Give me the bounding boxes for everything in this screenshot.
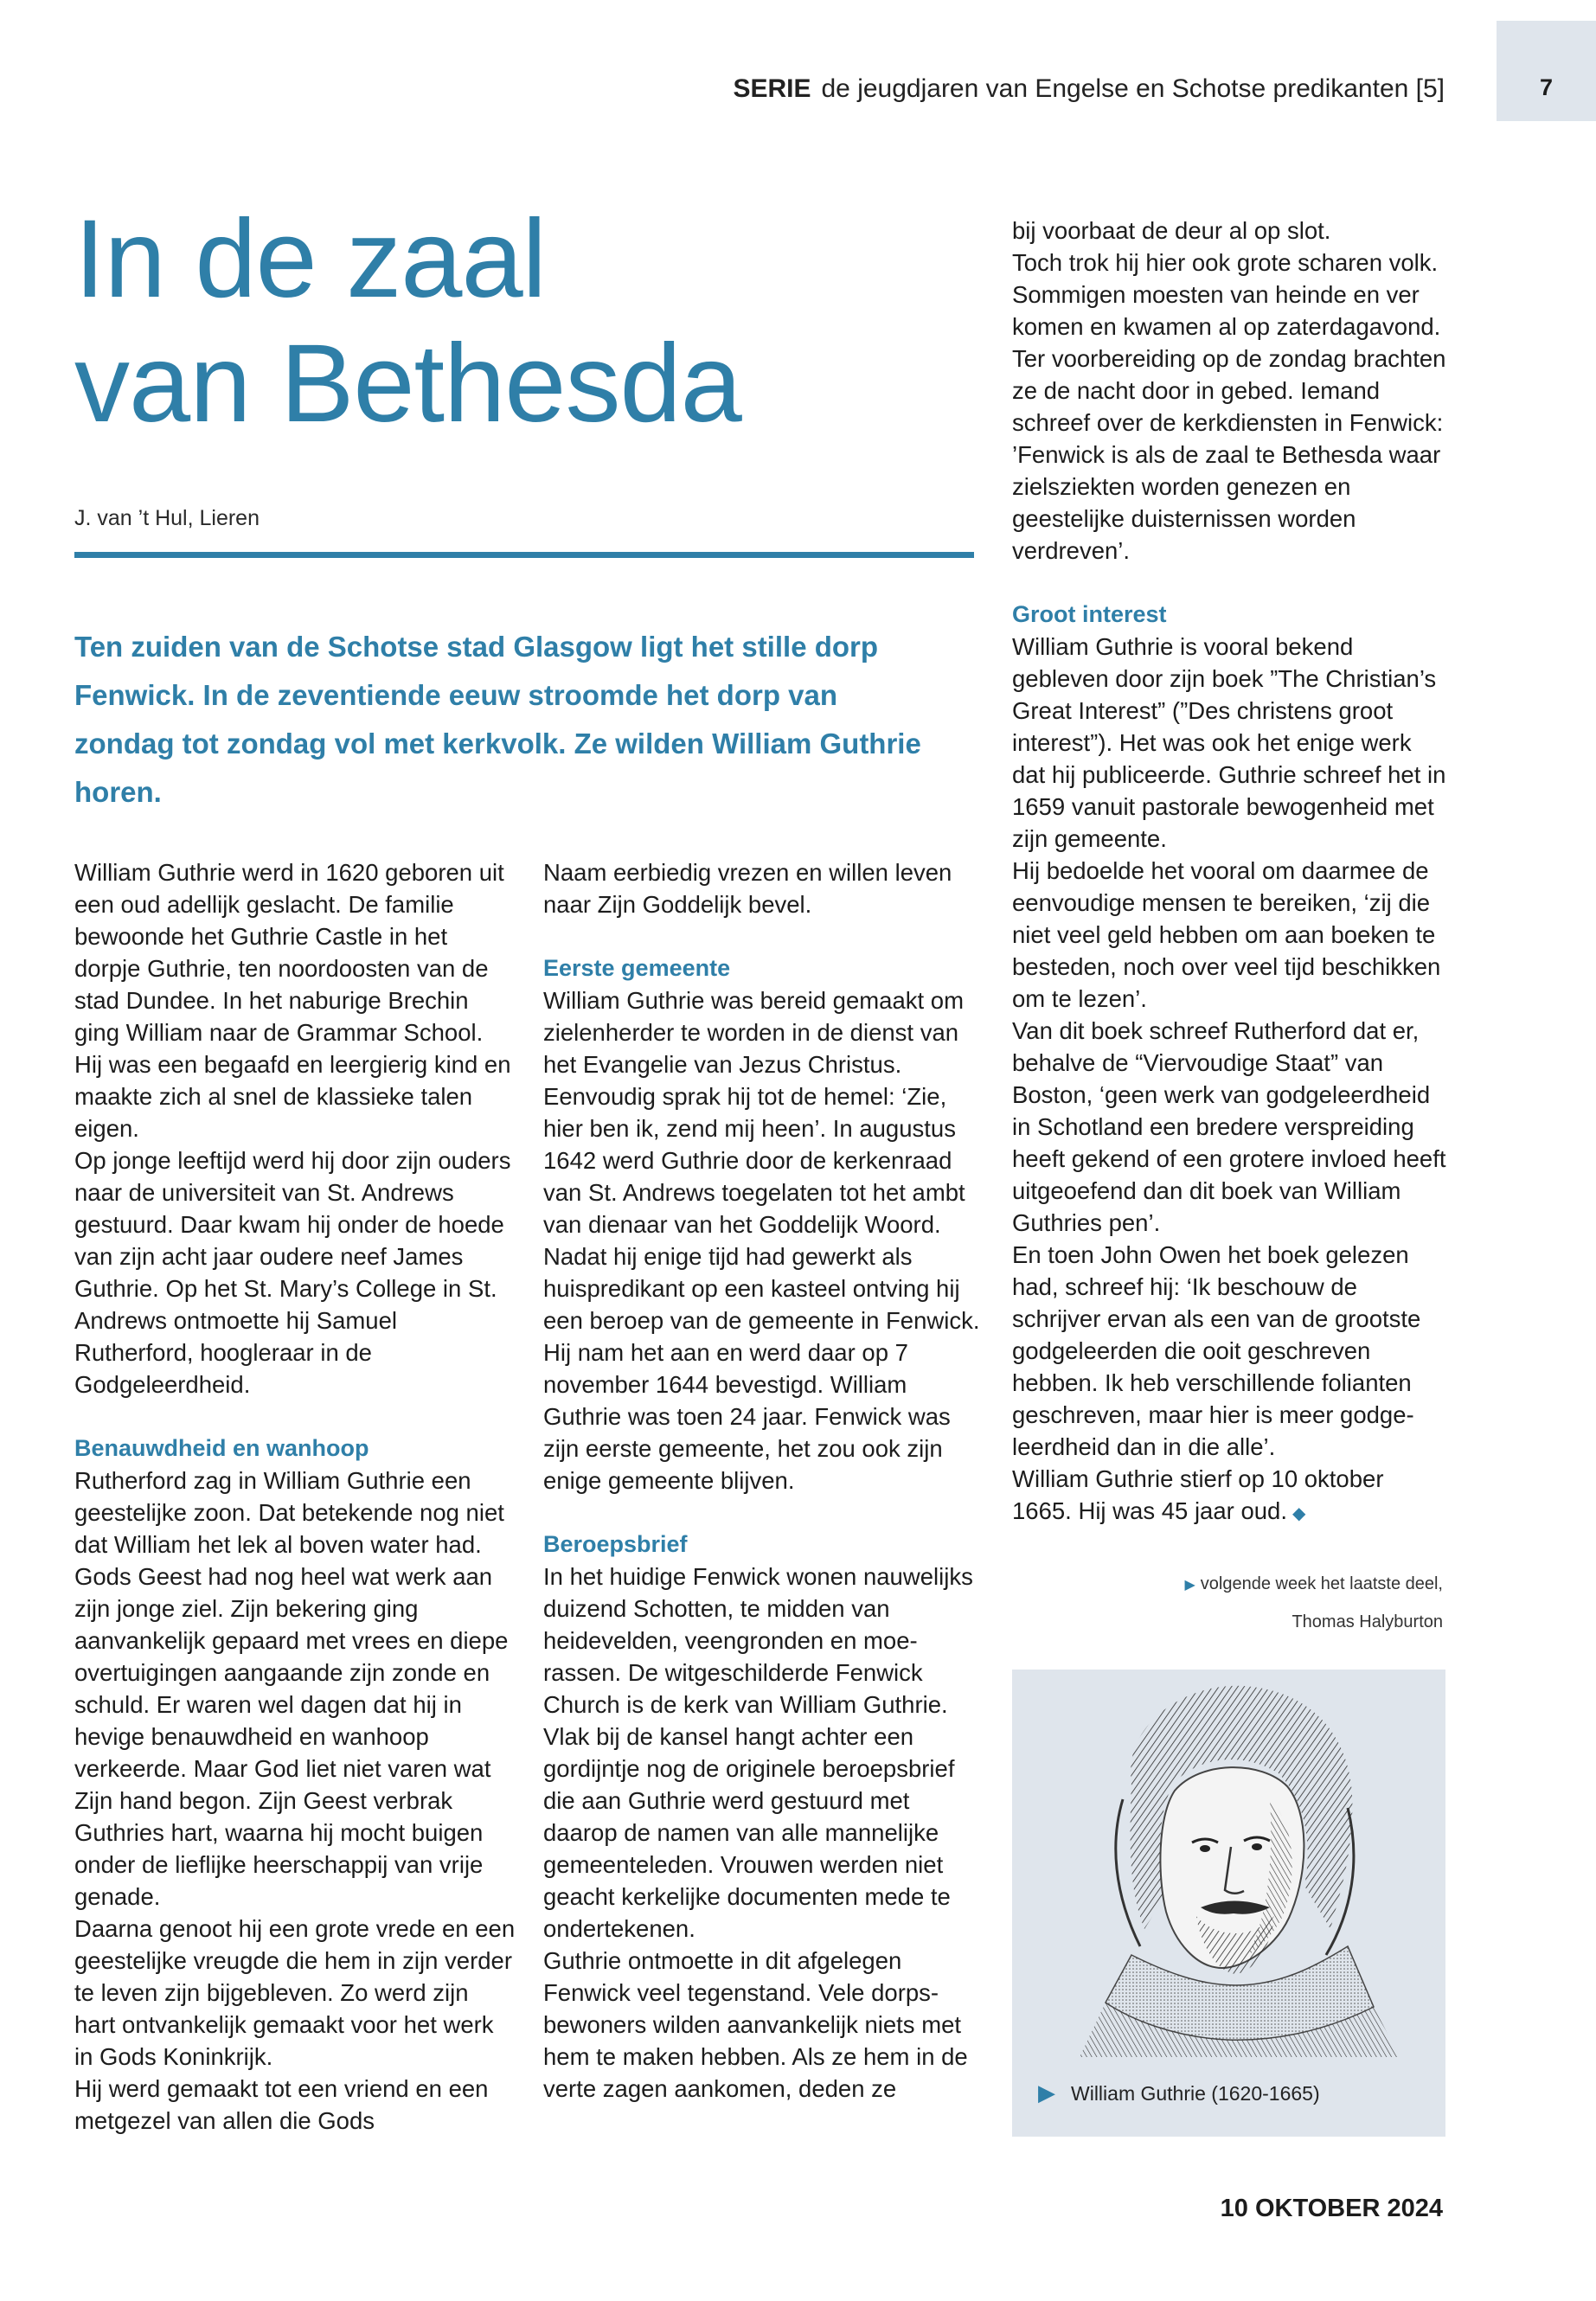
series-title: de jeugdjaren van Engelse en Schotse predikanten [5]: [821, 74, 1445, 103]
photo-box: [1012, 1670, 1445, 2137]
next-note-line-2: Thomas Halyburton: [1292, 1612, 1443, 1631]
paragraph: Daarna genoot hij een grote vrede en een geestelijke vreugde die hem in zijn verder te leven zijn bijgebleven. Zo werd zijn hart ontvankelijk gemaakt voor het werk in Gods Koninkrijk.: [74, 1915, 516, 2070]
subheading: Eerste gemeente: [543, 955, 731, 981]
paragraph: William Guthrie is vooral bekend gebleven door zijn boek ”The Christian’s Great Interest” (”Des christens groot interest”). Het was ook het enige werk dat hij publiceerde. Guthrie schreef het in 1659 vanuit pastorale bewogenheid met zijn gemeente.: [1012, 633, 1446, 852]
caption-arrow-icon: ▶: [1038, 2080, 1055, 2106]
paragraph: En toen John Owen het boek gelezen had, schreef hij: ‘Ik beschouw de schrijver ervan als een van de grootste godgeleerden die ooit geschreven hebben. Ik heb verschillende folianten geschreven, maar hier is meer godgeleerdheid dan in die alle’.: [1012, 1241, 1421, 1460]
title-line-2: van Bethesda: [74, 322, 741, 445]
paragraph: Hij werd gemaakt tot een vriend en een metgezel van allen die Gods: [74, 2075, 489, 2134]
portrait-image: [1028, 1670, 1430, 2057]
next-episode-note: [1184, 1566, 1443, 1640]
subheading: Groot interest: [1012, 601, 1167, 627]
paragraph: Op jonge leeftijd werd hij door zijn ouders naar de universiteit van St. Andrews gestuurd. Daar kwam hij onder de hoede van zijn acht jaar oudere neef James Guthrie. Op het St. Mary’s College in St. Andrews ontmoette hij Samuel Rutherford, hoogleraar in de Godgeleerdheid.: [74, 1147, 511, 1398]
end-mark-icon: ◆: [1292, 1504, 1306, 1523]
paragraph-text: William Guthrie stierf op 10 oktober 1665. Hij was 45 jaar oud.: [1012, 1465, 1384, 1524]
photo-caption: [1038, 2080, 1320, 2106]
paragraph: Rutherford zag in William Guthrie een geestelijke zoon. Dat betekende nog niet dat William het lek al boven water had. Gods Geest had nog heel wat werk aan zijn jonge ziel. Zijn bekering ging aanvankelijk gepaard met vrees en diepe overtuigingen aangaande zijn zonde en schuld. Er waren wel dagen dat hij in hevige benauwdheid en wanhoop verkeerde. Maar God liet niet varen wat Zijn hand begon. Zijn Geest verbrak Guthries hart, waarna hij mocht buigen onder de lieflijke heerschappij van vrije genade.: [74, 1467, 509, 1910]
paragraph: Guthrie ontmoette in dit afgelegen Fenwick veel tegenstand. Vele dorpsbewoners wilden aanvankelijk niets met hem te maken hebben. Als ze hem in de verte zagen aankomen, deden ze: [543, 1947, 968, 2102]
series-label: SERIE: [733, 74, 811, 103]
paragraph: Naam eerbiedig vrezen en willen leven naar Zijn Goddelijk bevel.: [543, 859, 952, 918]
series-header: [733, 74, 1445, 104]
column-1: [74, 856, 516, 2137]
subheading: Benauwdheid en wanhoop: [74, 1435, 369, 1461]
page-number-tab: [1497, 21, 1596, 121]
paragraph: Toch trok hij hier ook grote scharen volk. Sommigen moesten van heinde en ver komen en kwamen al op zaterdagavond. Ter voorbereiding op de zondag brachten ze de nacht door in gebed. Iemand schreef over de kerkdiensten in Fenwick: ’Fenwick is als de zaal te Bethesda waar zielsziekten worden genezen en geestelijke duisternissen worden verdreven’.: [1012, 249, 1446, 564]
next-note-line-1: volgende week het laatste deel,: [1200, 1574, 1443, 1593]
intro-lead: Ten zuiden van de Schotse stad Glasgow ligt het stille dorp Fenwick. In de zeventiende eeuw stroomde het dorp van zondag tot zondag vol met kerkvolk. Ze wilden William Guthrie horen.: [74, 631, 921, 808]
paragraph: William Guthrie werd in 1620 geboren uit een oud adellijk geslacht. De familie bewoonde het Guthrie Castle in het dorpje Guthrie, ten noordoosten van de stad Dundee. In het naburige Brechin ging William naar de Grammar School. Hij was een begaafd en leergierig kind en maakte zich al snel de klassieke talen eigen.: [74, 859, 511, 1142]
column-3: [1012, 215, 1449, 1530]
caption-text: William Guthrie (1620-1665): [1071, 2082, 1320, 2105]
paragraph: Van dit boek schreef Rutherford dat er, behalve de “Viervoudige Staat” van Boston, ‘geen werk van godgeleerdheid in Schotland een bredere verspreiding heeft gekend of een grotere invloed heeft uitgeoefend dan dit boek van William Guthries pen’.: [1012, 1017, 1446, 1236]
title-rule: [74, 552, 974, 558]
paragraph: bij voorbaat de deur al op slot.: [1012, 217, 1331, 244]
paragraph: William Guthrie was bereid gemaakt om zielenherder te worden in de dienst van het Evangelie van Jezus Christus. Eenvoudig sprak hij tot de hemel: ‘Zie, hier ben ik, zend mij heen’. In augustus 1642 werd Guthrie door de kerkenraad van St. Andrews toegelaten tot het ambt van dienaar van het Goddelijk Woord. Nadat hij enige tijd had gewerkt als huispredikant op een kasteel ontving hij een beroep van de gemeente in Fenwick. Hij nam het aan en werd daar op 7 november 1644 bevestigd. William Guthrie was toen 24 jaar. Fenwick was zijn eerste gemeente, het zou ook zijn enige gemeente blijven.: [543, 987, 980, 1494]
subheading: Beroepsbrief: [543, 1531, 688, 1557]
article-title: [74, 197, 741, 446]
arrow-right-icon: ▶: [1184, 1578, 1195, 1593]
column-2: [543, 856, 984, 2105]
paragraph-final: [1012, 1463, 1449, 1530]
page-number: 7: [1539, 74, 1554, 100]
byline: J. van ’t Hul, Lieren: [74, 506, 260, 530]
paragraph: In het huidige Fenwick wonen nauwelijks duizend Schotten, te midden van heidevelden, veengronden en moerassen. De witgeschilderde Fenwick Church is de kerk van William Guthrie. Vlak bij de kansel hangt achter een gordijntje nog de originele beroepsbrief die aan Guthrie werd gestuurd met daarop de namen van alle mannelijke gemeenteleden. Vrouwen werden niet geacht kerkelijke documenten mede te ondertekenen.: [543, 1563, 973, 1942]
title-line-1: In de zaal: [74, 197, 547, 321]
paragraph: Hij bedoelde het vooral om daarmee de eenvoudige mensen te bereiken, ‘zij die niet veel geld hebben om aan boeken te besteden, noch over veel tijd beschikken om te lezen’.: [1012, 857, 1441, 1012]
issue-date: 10 OKTOBER 2024: [1220, 2195, 1443, 2222]
